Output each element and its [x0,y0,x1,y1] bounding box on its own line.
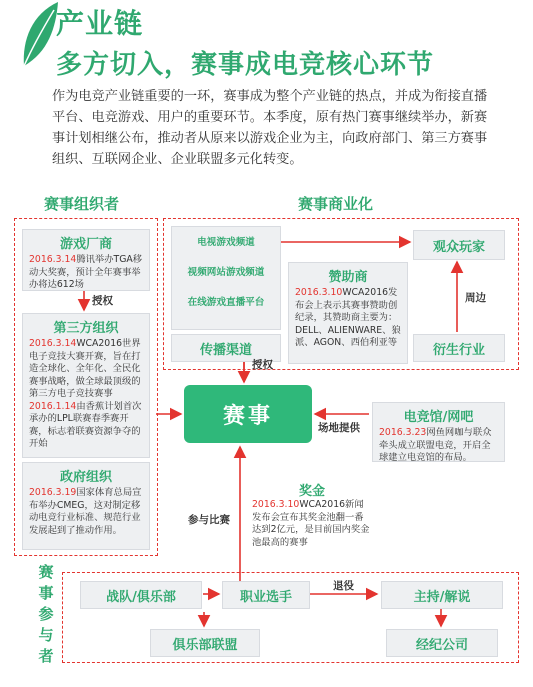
page-subtitle: 多方切入，赛事成电竞核心环节 [56,50,435,80]
page-title: 产业链 [56,7,144,40]
date-label: 2016.3.10 [252,499,300,510]
prize-block [252,480,372,549]
authorize-label: 授权 [92,295,113,307]
date-label: 2016.3.14 [29,254,77,265]
participants-char: 参 [38,605,54,623]
venue-text: 网鱼网咖与联众牵头成立联盟电竞，开启全球建立电竞馆的布局。 [379,427,492,463]
section-label-commercial: 赛事商业化 [298,195,374,213]
game-vendor-title: 游戏厂商 [59,237,112,252]
third-party-text-1: WCA2016世界电子竞技大赛开赛，旨在打造全球化、全年化、全民化赛事战略，做全球最顶级的第三方电子竞技赛事 [29,338,141,399]
government-text: 国家体育总局宣布举办CMEG，这对制定移动电竞行业标准、规范行业发展起到了推动作用。 [29,487,142,536]
date-label: 2016.3.23 [379,427,427,438]
third-party-card [22,313,150,458]
periphery-label: 周边 [465,292,486,304]
audience-box: 观众玩家 [413,230,505,260]
government-card [22,462,150,550]
agency-box: 经纪公司 [386,629,498,657]
league-box: 俱乐部联盟 [150,629,260,657]
venue-provide-label: 场地提供 [318,422,360,434]
derivative-box: 衍生行业 [413,334,505,362]
player-box: 职业选手 [222,581,310,609]
prize-title: 奖金 [298,484,325,499]
authorize-label: 授权 [252,359,273,371]
venue-title: 电竞馆/网吧 [403,410,474,425]
third-party-text-2: 由香蕉计划首次承办的LPL联赛春季赛开赛，标志着联赛资源争夺的开始 [29,400,142,449]
participants-vertical-label [38,562,54,667]
channel-item: 在线游戏直播平台 [187,297,265,308]
date-label: 2016.3.10 [295,287,343,298]
participants-char: 赛 [38,563,54,581]
retire-label: 退役 [333,580,354,592]
section-label-organizers: 赛事组织者 [44,195,120,213]
sponsor-text: WCA2016发布会上表示其赛事赞助创纪录，其赞助商主要为：DELL、ALIENWARE、狼派、AGON、西伯利亚等 [295,287,401,348]
third-party-title: 第三方组织 [53,321,119,336]
core-event-box: 赛事 [184,385,312,443]
team-box: 战队/俱乐部 [80,581,202,609]
participants-char: 者 [38,647,54,665]
game-vendor-card [22,229,150,291]
channel-item: 视频网站游戏频道 [187,267,265,278]
channel-item: 电视游戏频道 [197,237,255,248]
prize-text: WCA2016新闻发布会宣布其奖金池翻一番达到2亿元，是目前国内奖金池最高的赛事 [252,499,370,548]
game-vendor-text: 腾讯举办TGA移动大奖赛，预计全年赛事举办将达612场 [29,254,143,290]
venue-card [372,402,505,462]
participants-char: 与 [38,626,54,644]
channel-box: 传播渠道 [171,334,281,362]
sponsor-title: 赞助商 [328,270,368,285]
sponsor-card [288,262,408,364]
intro-paragraph: 作为电竞产业链重要的一环，赛事成为整个产业链的热点，并成为衔接直播平台、电竞游戏、用户的重要环节。本季度，原有热门赛事继续举办，新赛事计划相继公布，推动者从原来以游戏企业为主，向政府部门、第三方赛事组织、互联网企业、企业联盟多元化转变。 [52,89,488,167]
government-title: 政府组织 [59,470,112,485]
date-label: 2016.3.19 [29,487,77,498]
host-box: 主持/解说 [381,581,503,609]
date-label: 2016.1.14 [29,400,77,412]
channel-list-card [171,226,281,330]
participants-char: 事 [38,584,54,602]
date-label: 2016.3.14 [29,338,77,349]
participate-label: 参与比赛 [188,514,230,526]
